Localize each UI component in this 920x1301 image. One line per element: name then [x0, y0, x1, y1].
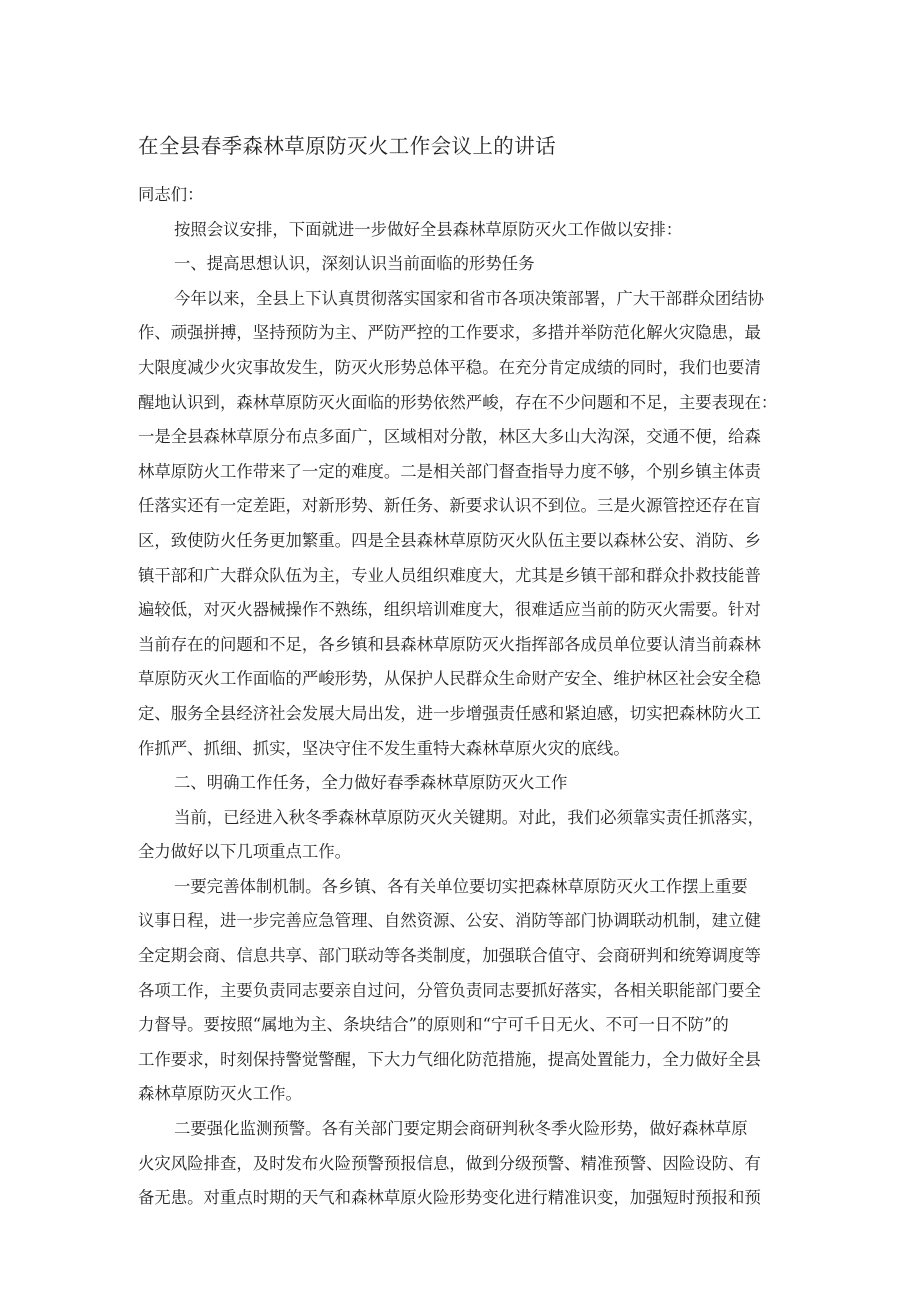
- text-line: 当前存在的问题和不足，各乡镇和县森林草原防灭火指挥部各成员单位要认清当前森林: [138, 634, 761, 654]
- text-line: 当前，已经进入秋冬季森林草原防灭火关键期。对此，我们必须靠实责任抓落实，: [174, 807, 765, 827]
- text-line: 任落实还有一定差距，对新形势、新任务、新要求认识不到位。三是火源管控还存在盲: [138, 496, 761, 516]
- document-body: [138, 178, 788, 1216]
- text-line: 全定期会商、信息共享、部门联动等各类制度，加强联合值守、会商研判和统筹调度等: [138, 946, 761, 966]
- text-line: 一是全县森林草原分布点多面广，区域相对分散，林区大多山大沟深，交通不便，给森: [138, 427, 761, 447]
- text-line: 二要强化监测预警。各有关部门要定期会商研判秋冬季火险形势，做好森林草原: [174, 1119, 748, 1139]
- text-line: 林草原防火工作带来了一定的难度。二是相关部门督查指导力度不够，个别乡镇主体责: [138, 461, 761, 481]
- text-line: 一、提高思想认识，深刻认识当前面临的形势任务: [174, 254, 535, 274]
- text-line: 草原防灭火工作面临的严峻形势，从保护人民群众生命财产安全、维护林区社会安全稳: [138, 669, 761, 689]
- text-line: 工作要求，时刻保持警觉警醒，下大力气细化防范措施，提高处置能力，全力做好全县: [138, 1049, 761, 1069]
- text-line: 同志们：: [138, 185, 204, 204]
- text-line: 区，致使防火任务更加繁重。四是全县森林草原防灭火队伍主要以森林公安、消防、乡: [138, 530, 761, 550]
- text-line: 力督导。要按照“属地为主、条块结合”的原则和“宁可千日无火、不可一日不防”的: [138, 1015, 729, 1035]
- text-line: 今年以来，全县上下认真贯彻落实国家和省市各项决策部署，广大干部群众团结协: [174, 288, 765, 308]
- text-line: 醒地认识到，森林草原防灭火面临的形势依然严峻，存在不少问题和不足，主要表现在：: [138, 392, 778, 412]
- text-line: 各项工作，主要负责同志要亲自过问，分管负责同志要抓好落实，各相关职能部门要全: [138, 980, 761, 1000]
- text-line: 镇干部和广大群众队伍为主，专业人员组织难度大，尤其是乡镇干部和群众扑救技能普: [138, 565, 761, 585]
- text-line: 遍较低，对灭火器械操作不熟练，组织培训难度大，很难适应当前的防灭火需要。针对: [138, 600, 761, 620]
- text-line: 作抓严、抓细、抓实，坚决守住不发生重特大森林草原火灾的底线。: [138, 738, 630, 758]
- text-line: 大限度减少火灾事故发生，防灭火形势总体平稳。在充分肯定成绩的同时，我们也要清: [138, 357, 761, 377]
- text-line: 火灾风险排查，及时发布火险预警预报信息，做到分级预警、精准预警、因险设防、有: [138, 1153, 761, 1173]
- text-line: 作、顽强拼搏，坚持预防为主、严防严控的工作要求，多措并举防范化解火灾隐患，最: [138, 323, 761, 343]
- text-line: 一要完善体制机制。各乡镇、各有关单位要切实把森林草原防灭火工作摆上重要: [174, 876, 748, 896]
- text-line: 定、服务全县经济社会发展大局出发，进一步增强责任感和紧迫感，切实把森林防火工: [138, 703, 761, 723]
- text-line: 按照会议安排，下面就进一步做好全县森林草原防灭火工作做以安排：: [174, 219, 683, 239]
- text-line: 森林草原防灭火工作。: [138, 1084, 302, 1104]
- document-title: 在全县春季森林草原防灭火工作会议上的讲话: [138, 134, 556, 158]
- text-line: 备无患。对重点时期的天气和森林草原火险形势变化进行精准识变，加强短时预报和预: [138, 1188, 761, 1208]
- text-line: 议事日程，进一步完善应急管理、自然资源、公安、消防等部门协调联动机制，建立健: [138, 911, 761, 931]
- text-line: 二、明确工作任务，全力做好春季森林草原防灭火工作: [174, 773, 568, 793]
- text-line: 全力做好以下几项重点工作。: [138, 842, 352, 862]
